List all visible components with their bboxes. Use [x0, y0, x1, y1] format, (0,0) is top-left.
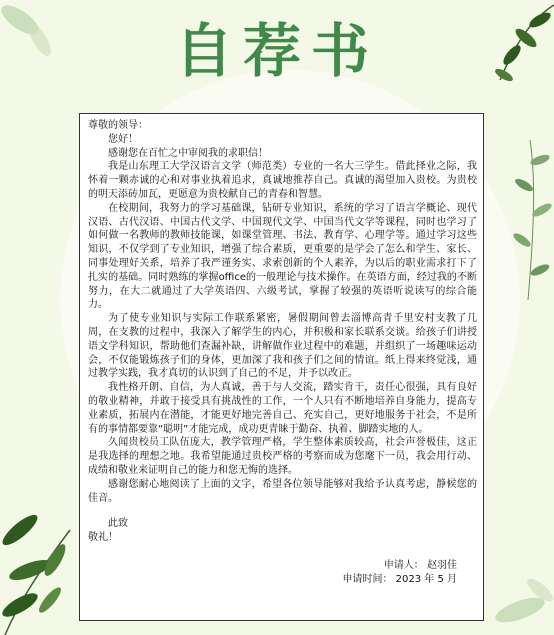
salutation: 尊敬的领导：	[88, 120, 148, 131]
leaf-branch-right-icon	[500, 140, 554, 300]
paragraph-6: 久闻贵校员工队伍庞大，教学管理严格，学生整体素质较高，社会声誉极佳，这正是我选择的理想之地。我希望能通过贵校严格的考察而成为您麾下一员，我会用行动、成绩和敬业来证明自己的能力和您无悔的选择。	[88, 437, 477, 476]
paragraph-1: 感谢您在百忙之中审阅我的求职信！	[108, 147, 268, 159]
paragraph-2: 我是山东理工大学汉语言文学（师范类）专业的一名大三学生。借此择业之际，我怀着一颗赤诚的心和对事业执着追求，真诚地推荐自己。真诚的渴望加入贵校。为贵校的明天添砖加瓦，更愿意为贵校献自己的青春和智慧。	[88, 161, 477, 200]
closing-line-2: 敬礼！	[88, 532, 118, 544]
paragraph-3: 在校期间，我努力的学习基础课，钻研专业知识，系统的学习了语言学概论、现代汉语、古代汉语、中国古代文学、中国现代文学、中国当代文学等课程，同时也学习了如何做一名教师的教师技能课，如课堂管理、书法、教育学、心理学等。通过学习这些知识，不仅学到了专业知识，增强了综合素质，更重要的是学会了怎么和学生、家长、同事处理好关系，培养了我严谨务实、求索创新的个人素养，为以后的职业需求打下了扎实的基础。同时熟练的掌握office的一般理论与技术操作。在英语方面，经过我的不断努力，在大二就通过了大学英语四、六级考试，掌握了较强的英语听说读写的综合能力。	[88, 202, 477, 311]
paragraph-5: 我性格开朗、自信，为人真诚，善于与人交流，踏实肯干，责任心很强，具有良好的敬业精神，并敢于接受具有挑战性的工作，一个人只有不断地培养自身能力，提高专业素质，拓展内在潜能，才能更好地完善自己、充实自己，更好地服务于社会，不是所有的事情都要靠“聪明”才能完成，成功更青睐于勤奋、执着、脚踏实地的人。	[88, 382, 477, 435]
page-title: 自荐书	[174, 17, 379, 85]
paragraph-7: 感谢您耐心地阅读了上面的文字，希望各位领导能够对我给予认真考虑，静候您的佳音。	[88, 478, 477, 504]
applicant-name: 申请人： 赵羽佳	[383, 559, 457, 571]
closing-line-1: 此致	[108, 518, 128, 530]
letter-body	[79, 113, 484, 621]
application-date: 申请时间： 2023 年 5 月	[342, 573, 457, 585]
greeting: 您好！	[108, 133, 138, 145]
signature-block	[88, 559, 477, 587]
leaf-branch-bottom-left-icon	[0, 490, 90, 635]
paragraph-4: 为了使专业知识与实际工作联系紧密，暑假期间曾去淄博高青千里安村支教了几周，在支教的过程中，我深入了解学生的内心，并积极和家长联系交谈。给孩子们讲授语文学科知识，帮助他们查漏补缺，讲解做作业过程中的难题，并组织了一场趣味运动会，不仅能锻炼孩子们的身体，更加深了我和孩子们之间的情谊。纸上得来终觉浅，通过教学实践，我才真切的认识到了自己的不足，并予以改正。	[88, 313, 477, 380]
